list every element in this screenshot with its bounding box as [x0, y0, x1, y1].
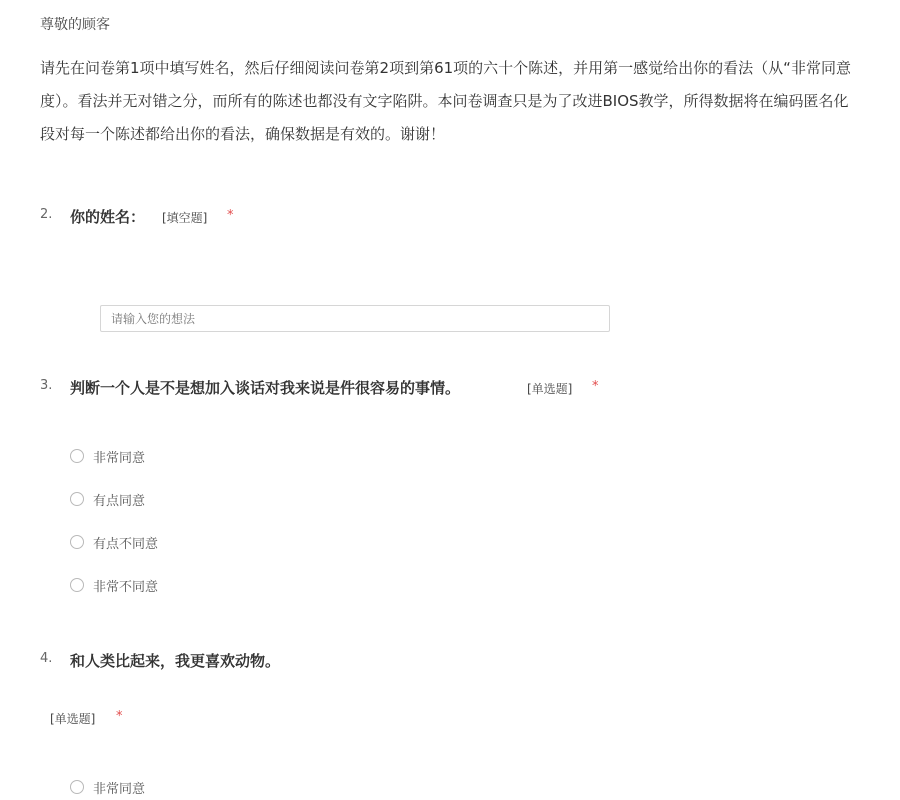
option-label: 非常同意 — [93, 781, 146, 797]
radio-option-somewhat-disagree[interactable] — [70, 532, 158, 552]
name-input[interactable] — [100, 305, 610, 332]
radio-option-somewhat-agree[interactable] — [70, 489, 145, 509]
question-number: 3. — [40, 378, 53, 393]
question-type-label: [填空题] — [162, 211, 208, 225]
required-marker: * — [592, 379, 599, 394]
question-type-label: [单选题] — [50, 712, 96, 726]
intro-line: 段对每一个陈述都给出你的看法，确保数据是有效的。谢谢！ — [40, 125, 446, 143]
greeting-text: 尊敬的顾客 — [40, 17, 110, 33]
radio-button[interactable] — [70, 492, 84, 506]
option-label: 有点不同意 — [93, 536, 159, 552]
intro-paragraph — [40, 52, 900, 151]
intro-line: 度）。看法并无对错之分，而所有的陈述也都没有文字陷阱。本问卷调查只是为了改进BIOS教学，所得数据将在编码匿名化 — [40, 92, 849, 110]
question-title: 判断一个人是不是想加入谈话对我来说是件很容易的事情。 — [70, 379, 461, 397]
radio-button[interactable] — [70, 449, 84, 463]
radio-option-strongly-disagree[interactable] — [70, 575, 158, 595]
question-number: 2. — [40, 207, 53, 222]
required-marker: * — [116, 709, 123, 724]
radio-button[interactable] — [70, 535, 84, 549]
radio-button[interactable] — [70, 780, 84, 794]
option-label: 有点同意 — [93, 493, 146, 509]
radio-option-strongly-agree[interactable] — [70, 777, 145, 797]
intro-line: 请先在问卷第1项中填写姓名，然后仔细阅读问卷第2项到第61项的六十个陈述，并用第一感觉给出你的看法（从“非常同意 — [40, 59, 851, 77]
radio-option-strongly-agree[interactable] — [70, 446, 145, 466]
option-label: 非常不同意 — [93, 579, 159, 595]
question-title: 和人类比起来，我更喜欢动物。 — [70, 652, 281, 670]
question-type-label: [单选题] — [527, 382, 573, 396]
question-title: 你的姓名： — [70, 208, 146, 226]
option-label: 非常同意 — [93, 450, 146, 466]
question-number: 4. — [40, 651, 53, 666]
required-marker: * — [227, 208, 234, 223]
radio-button[interactable] — [70, 578, 84, 592]
